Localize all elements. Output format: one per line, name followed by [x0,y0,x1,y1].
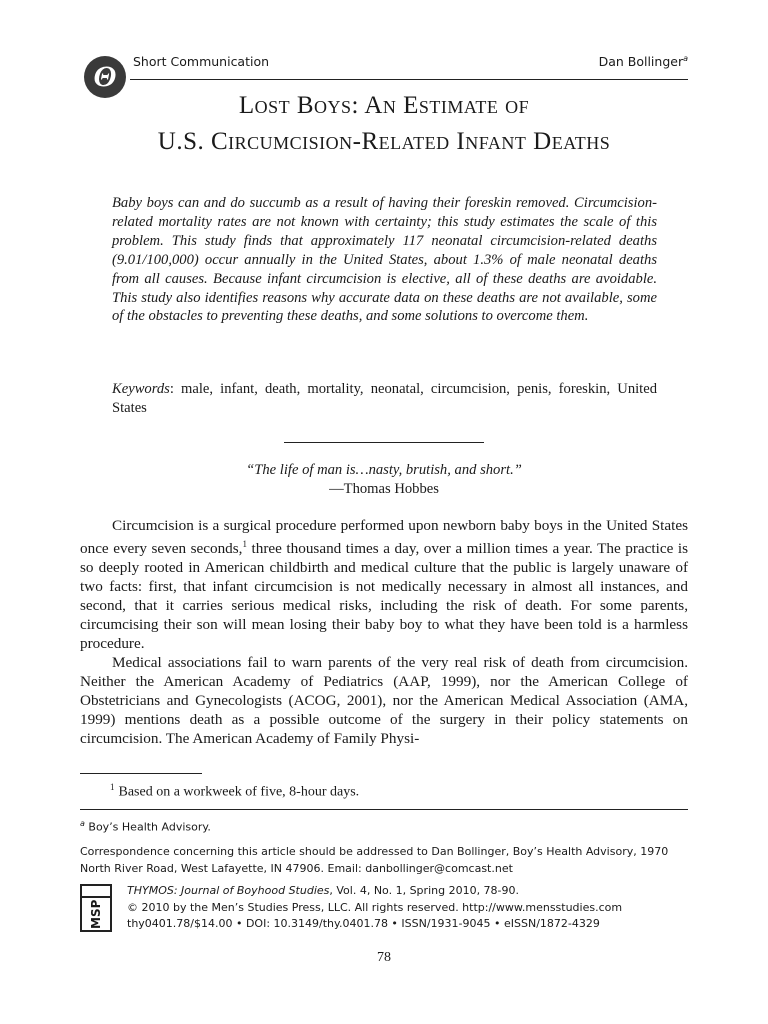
author-name: Dan Bollinger [598,54,684,70]
abstract: Baby boys can and do succumb as a result of having their foreskin removed. Circumcision-related mortality rates are not known with certainty; this study estimates the scale of this problem. This study finds that approximately 117 neonatal circumcision-related deaths (9.01/100,000) occur annually in the United States, about 1.3% of male neonatal deaths from all causes. Because infant circumcision is elective, all of these deaths are avoidable. This study also identifies reasons why accurate data on these deaths are not available, some of the obstacles to preventing these deaths, and some solutions to overcome them. [112,195,657,325]
keywords [112,380,657,418]
publisher-logo-text: MSP [89,899,103,929]
author-mark: a [683,54,688,63]
journal-name: THYMOS: Journal of Boyhood Studies [127,884,330,897]
affiliation-mark: a [80,819,85,828]
correspondence-note: Correspondence concerning this article should be addressed to Dan Bollinger, Boy’s Health Advisory, 1970 North River Road, West Lafayette, IN 47906. Email: danbollinger@comcast.net [80,845,669,875]
front-matter-rule [80,809,688,810]
journal-info [127,883,622,933]
epigraph-attribution: —Thomas Hobbes [329,481,439,497]
identifier-line: thy0401.78/$14.00 • DOI: 10.3149/thy.0401.78 • ISSN/1931-9045 • eISSN/1872-4329 [127,917,600,930]
copyright-line: © 2010 by the Men’s Studies Press, LLC. All rights reserved. http://www.mensstudies.com [127,900,623,914]
keywords-text: : male, infant, death, mortality, neonatal, circumcision, penis, foreskin, United States [112,381,657,416]
footnote-mark: 1 [110,782,115,792]
title-line-2: U.S. Circumcision-Related Infant Deaths [157,128,611,155]
journal-citation-line [127,883,622,900]
body-paragraph-1 [80,516,688,653]
epigraph-quote: “The life of man is…nasty, brutish, and short.” [246,462,522,478]
section-label: Short Communication [133,54,270,69]
affiliation-text: Boy’s Health Advisory. [84,820,211,834]
page-number: 78 [377,950,391,965]
running-author [599,54,688,69]
footnote-text: Based on a workweek of five, 8-hour days. [118,784,360,800]
theta-logo-letter: Θ [93,60,117,93]
footnote-ref: 1 [242,539,247,549]
title-line-1: Lost Boys: An Estimate of [238,92,530,119]
publisher-logo-bar [82,886,110,898]
keywords-label: Keywords [112,381,170,397]
journal-citation: , Vol. 4, No. 1, Spring 2010, 78-90. [329,884,520,897]
body-paragraph-2: Medical associations fail to warn parents of the very real risk of death from circumcision. Neither the American Academy of Pediatrics (AAP, 1999), nor the American College of Obstetricians and Gynecologists (ACOG, 2001), nor the American Medical Association (AMA, 1999) mentions death as a possible outcome of the surgery in their policy statements on circumcision. The American Academy of Family Physi- [80,654,688,748]
epigraph-rule [284,442,484,443]
affiliation [80,819,211,834]
article-title [80,88,688,160]
epigraph [80,461,688,499]
publisher-logo [80,884,112,932]
p1-text-a: Circumcision is a surgical procedure performed upon newborn baby boys in the United States once every seven seconds, [80,517,688,558]
header-rule [130,79,688,80]
body-text [80,516,688,748]
p1-text-b: three thousand times a day, over a million times a year. The practice is so deeply rooted in American childbirth and medical culture that the public is largely unaware of two facts: first, that infant circumcision is not medically necessary in almost all instances, and second, that it carries serious medical risks, including the risk of death. For some parents, circumcising their son will mean losing their baby boy to what they have been told is a harmless procedure. [80,540,688,653]
footnote-rule [80,773,202,774]
footnote [110,778,359,802]
